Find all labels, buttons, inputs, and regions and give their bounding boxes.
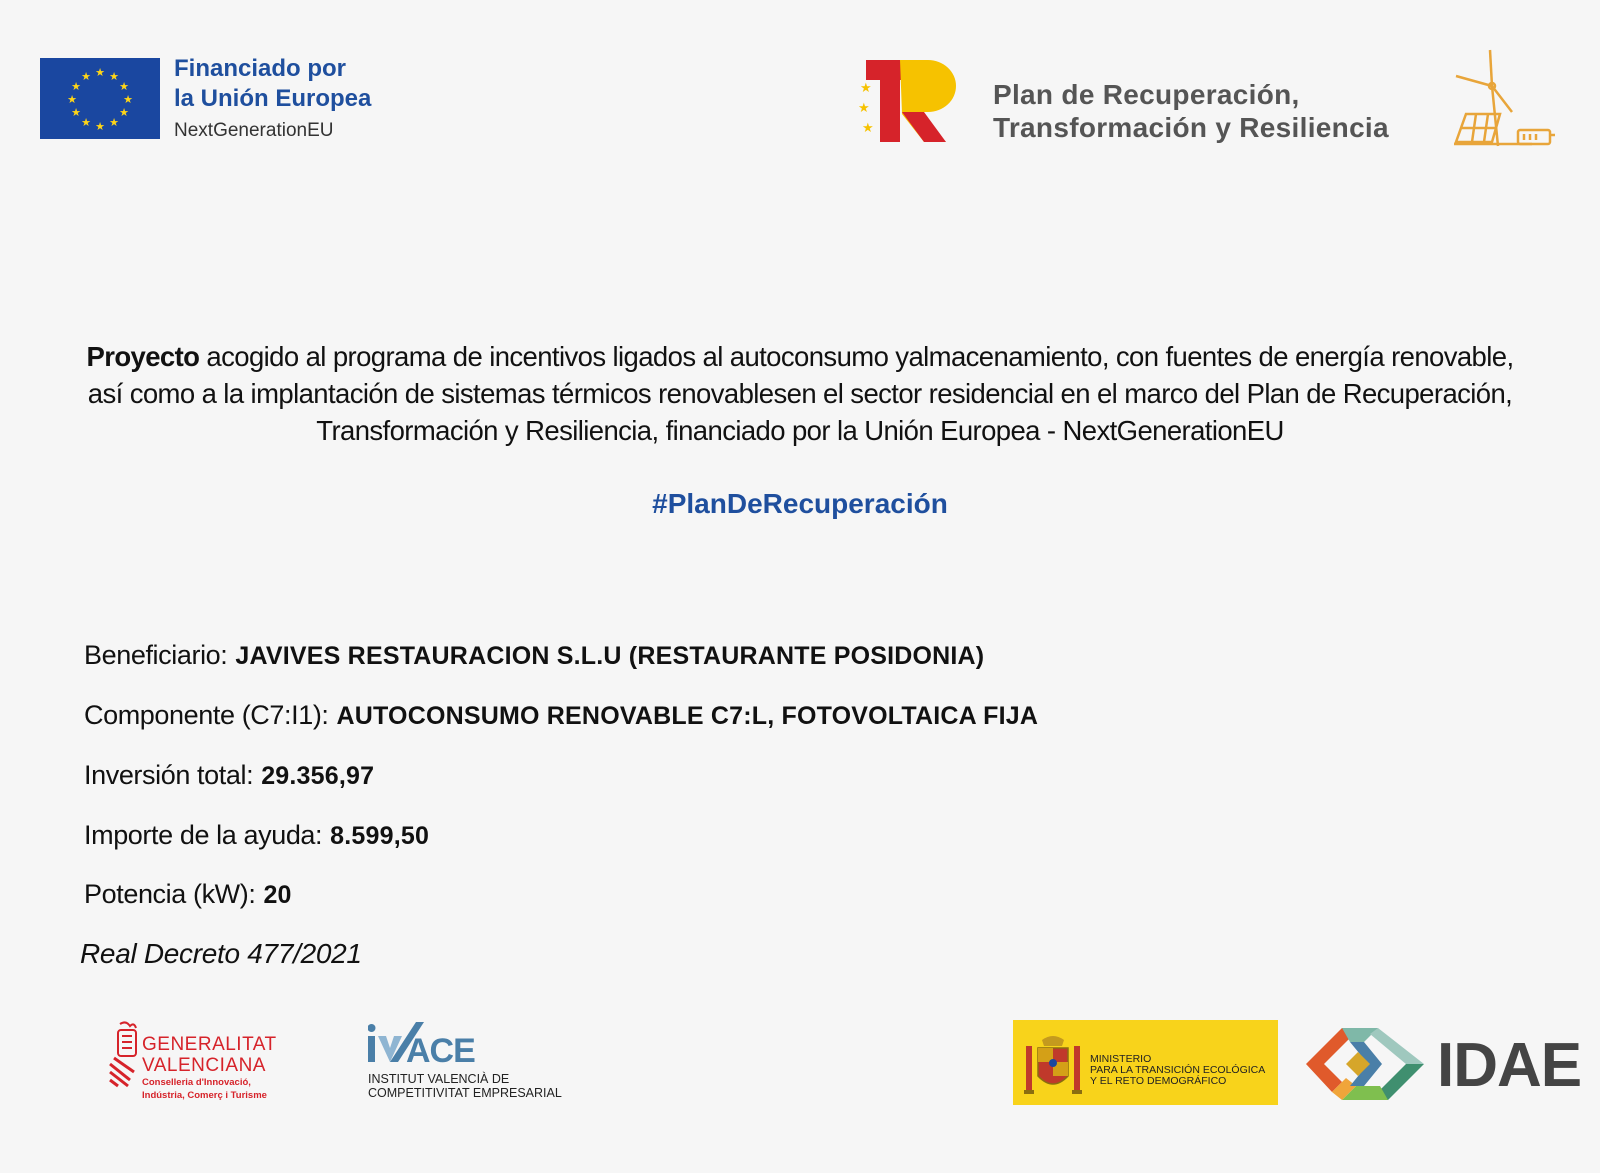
svg-text:★: ★	[71, 81, 81, 93]
svg-text:★: ★	[862, 120, 874, 135]
potencia-value: 20	[263, 881, 292, 909]
svg-text:ACE: ACE	[406, 1032, 475, 1066]
potencia-label: Potencia (kW):	[84, 879, 256, 909]
generalitat-line-3: Conselleria d'Innovació,	[142, 1077, 251, 1088]
svg-text:★: ★	[67, 94, 77, 106]
beneficiario-label: Beneficiario:	[84, 640, 228, 670]
svg-text:★: ★	[81, 117, 91, 129]
svg-text:★: ★	[119, 107, 129, 119]
ministerio-text	[1090, 1054, 1265, 1087]
svg-text:★: ★	[81, 71, 91, 83]
svg-text:★: ★	[119, 81, 129, 93]
generalitat-text	[142, 1034, 277, 1102]
ivace-line-2: COMPETITIVITAT EMPRESARIAL	[368, 1086, 562, 1100]
generalitat-line-4: Indústria, Comerç i Turisme	[142, 1090, 267, 1101]
prtr-title	[993, 78, 1389, 144]
prtr-line-2: Transformación y Resiliencia	[993, 112, 1389, 143]
ivace-logo-icon	[368, 1020, 518, 1066]
svg-text:★: ★	[123, 94, 133, 106]
ministerio-line-1: MINISTERIO	[1090, 1053, 1152, 1065]
potencia-row	[84, 879, 292, 910]
svg-text:★: ★	[71, 107, 81, 119]
beneficiario-value: JAVIVES RESTAURACION S.L.U (RESTAURANTE POSIDONIA)	[235, 642, 985, 670]
beneficiario-row	[84, 640, 984, 671]
importe-label: Importe de la ayuda:	[84, 820, 323, 850]
eu-line-3: NextGenerationEU	[174, 120, 334, 141]
project-description	[70, 338, 1530, 449]
componente-value: AUTOCONSUMO RENOVABLE C7:L, FOTOVOLTAICA FIJA	[336, 702, 1039, 730]
svg-text:★: ★	[109, 117, 119, 129]
ivace-line-1: INSTITUT VALENCIÀ DE	[368, 1072, 510, 1086]
generalitat-line-1: GENERALITAT	[142, 1034, 277, 1055]
idae-logo-icon	[1302, 1020, 1428, 1108]
ivace-text	[368, 1072, 562, 1100]
svg-text:★: ★	[109, 71, 119, 83]
project-lead: Proyecto	[86, 341, 200, 372]
inversion-row	[84, 760, 374, 791]
eu-line-2: la Unión Europea	[174, 85, 372, 112]
eu-funding-logo-text	[174, 54, 371, 146]
componente-row	[84, 700, 1038, 731]
energy-icon	[1452, 46, 1562, 152]
svg-text:★: ★	[858, 100, 870, 115]
prtr-line-1: Plan de Recuperación,	[993, 79, 1300, 110]
hashtag: #PlanDeRecuperación	[652, 488, 948, 519]
prtr-logo-icon	[858, 52, 968, 146]
svg-text:★: ★	[95, 121, 105, 133]
ministerio-line-2: PARA LA TRANSICIÓN ECOLÓGICA	[1090, 1064, 1266, 1076]
spain-shield-icon	[1022, 1032, 1084, 1098]
svg-text:★: ★	[95, 67, 105, 79]
eu-flag-icon	[40, 58, 160, 139]
componente-label: Componente (C7:I1):	[84, 700, 329, 730]
ministerio-line-3: Y EL RETO DEMOGRÁFICO	[1090, 1075, 1227, 1087]
importe-row	[84, 820, 429, 851]
inversion-label: Inversión total:	[84, 760, 254, 790]
eu-line-1: Financiado por	[174, 55, 347, 82]
importe-value: 8.599,50	[330, 822, 430, 850]
project-text: acogido al programa de incentivos ligados al autoconsumo yalmacenamiento, con fuentes de energía renovable, así como a la implantación de sistemas térmicos renovablesen el sector residencial en el marco del Plan de Recuperación, Transformación y Resiliencia, financiado por la Unión Europea - NextGenerationEU	[87, 341, 1514, 446]
generalitat-line-2: VALENCIANA	[142, 1055, 266, 1076]
idae-logo-text: IDAE	[1437, 1031, 1582, 1100]
svg-text:★: ★	[860, 80, 872, 95]
real-decreto: Real Decreto 477/2021	[80, 938, 362, 969]
inversion-value: 29.356,97	[261, 762, 375, 790]
